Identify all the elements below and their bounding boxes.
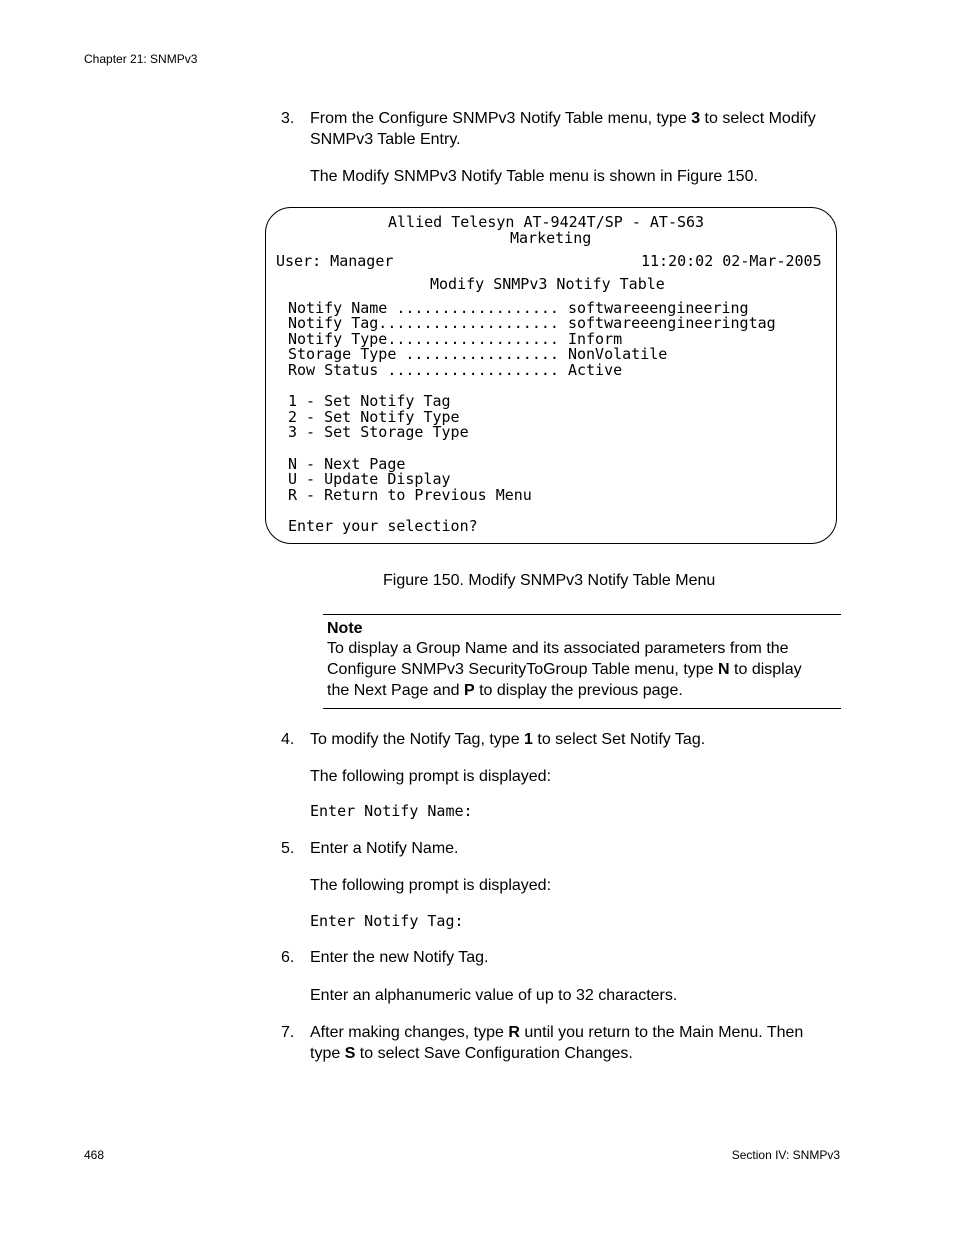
terminal-system-name: Allied Telesyn AT-9424T/SP - AT-S63 — [388, 213, 705, 231]
figure-caption: Figure 150. Modify SNMPv3 Notify Table Menu — [383, 572, 716, 589]
terminal-user: User: Manager — [276, 252, 394, 270]
note-title: Note — [327, 620, 363, 637]
note-bottom-rule — [323, 708, 841, 709]
key-3: 3 — [691, 110, 701, 127]
key-r: R — [508, 1024, 520, 1041]
step-text: type — [310, 1045, 345, 1062]
key-s: S — [344, 1045, 356, 1062]
key-1: 1 — [524, 731, 533, 748]
section-footer: Section IV: SNMPv3 — [731, 1148, 840, 1162]
step-number: 5. — [281, 840, 295, 857]
step-text: to select Modify — [700, 110, 816, 127]
terminal-option: 3 - Set Storage Type — [288, 423, 469, 441]
terminal-field: Notify Tag.................... softwareeengineeringtag — [288, 314, 776, 332]
note-body — [327, 638, 802, 701]
chapter-header: Chapter 21: SNMPv3 — [84, 52, 198, 66]
terminal-nav-option: U - Update Display — [288, 470, 451, 488]
step-number: 7. — [281, 1024, 295, 1041]
step-text: to select Set Notify Tag. — [532, 731, 706, 748]
key-p: P — [463, 682, 475, 699]
terminal-menu-title: Modify SNMPv3 Notify Table — [430, 275, 665, 293]
step-text: After making changes, type — [310, 1024, 509, 1041]
terminal-option: 2 - Set Notify Type — [288, 408, 460, 426]
step-5-followup: The following prompt is displayed: — [310, 877, 552, 894]
step-5-text: Enter a Notify Name. — [310, 840, 459, 857]
terminal-option: 1 - Set Notify Tag — [288, 392, 451, 410]
note-text: To display a Group Name and its associated parameters from the — [327, 640, 789, 657]
step-text: to select Save Configuration Changes. — [355, 1045, 633, 1062]
note-top-rule — [323, 614, 841, 615]
note-text: Configure SNMPv3 SecurityToGroup Table menu, type — [327, 661, 719, 678]
step-4-text — [310, 729, 705, 750]
terminal-prompt: Enter your selection? — [288, 517, 478, 535]
prompt-enter-notify-tag: Enter Notify Tag: — [310, 912, 464, 930]
step-4-followup: The following prompt is displayed: — [310, 768, 552, 785]
key-n: N — [718, 661, 730, 678]
step-3-followup: The Modify SNMPv3 Notify Table menu is shown in Figure 150. — [310, 168, 758, 185]
note-text: to display the previous page. — [474, 682, 683, 699]
step-7-text — [310, 1022, 803, 1064]
terminal-field: Notify Name .................. softwareeengineering — [288, 299, 749, 317]
step-3-text — [310, 108, 816, 150]
step-number: 4. — [281, 731, 295, 748]
terminal-field: Notify Type................... Inform — [288, 330, 623, 348]
step-6-followup: Enter an alphanumeric value of up to 32 characters. — [310, 987, 678, 1004]
terminal-nav-option: N - Next Page — [288, 455, 406, 473]
terminal-datetime: 11:20:02 02-Mar-2005 — [641, 252, 822, 270]
terminal-field: Storage Type ................. NonVolatile — [288, 345, 668, 363]
prompt-enter-notify-name: Enter Notify Name: — [310, 802, 473, 820]
page-number: 468 — [84, 1148, 105, 1162]
note-text: to display — [729, 661, 802, 678]
terminal-location: Marketing — [510, 229, 592, 247]
step-text: SNMPv3 Table Entry. — [310, 131, 461, 148]
step-number: 3. — [281, 110, 295, 127]
terminal-field: Row Status ................... Active — [288, 361, 623, 379]
note-text: the Next Page and — [327, 682, 464, 699]
step-text: To modify the Notify Tag, type — [310, 731, 525, 748]
step-6-text: Enter the new Notify Tag. — [310, 949, 489, 966]
step-text: until you return to the Main Menu. Then — [519, 1024, 804, 1041]
step-number: 6. — [281, 949, 295, 966]
step-text: From the Configure SNMPv3 Notify Table menu, type — [310, 110, 692, 127]
terminal-nav-option: R - Return to Previous Menu — [288, 486, 532, 504]
